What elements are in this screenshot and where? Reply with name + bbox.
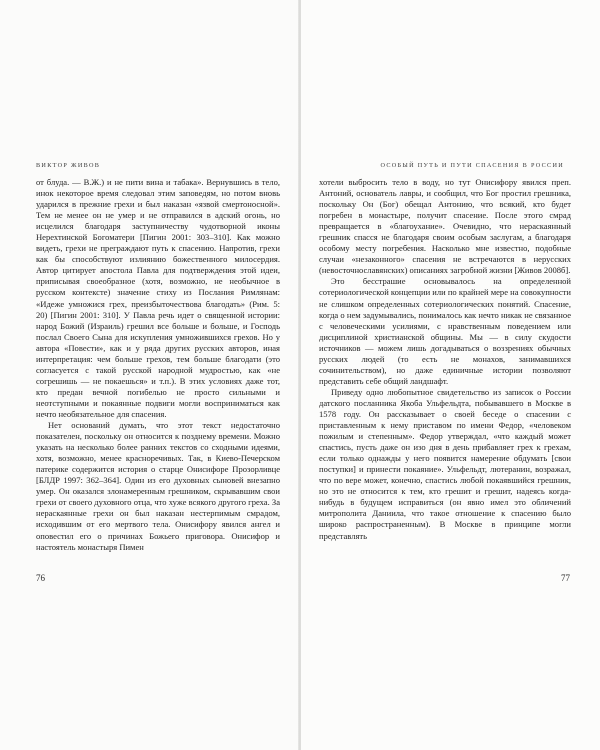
body-text bbox=[36, 177, 280, 553]
body-text bbox=[319, 177, 571, 542]
page-number: 77 bbox=[561, 573, 570, 583]
paragraph: хотели выбросить тело в воду, но тут Онисифору явился преп. Антоний, основатель лавры, и сообщил, что Бог простил грешника, поскольку Он (Бог) обещал Антонию, что всякий, кто будет погребен в монастыре, получит спасение. После этого смрад превращается в «благоухание». Очевидно, что нераскаянный грешник спасся не благодаря своим особым заслугам, а благодаря особому месту погребения. Насколько мне известно, подобные случаи «незаконного» спасения не встречаются в нерусских (невосточнославянских) описаниях загробной жизни [Живов 2008б]. bbox=[319, 177, 571, 276]
running-head: ОСОБЫЙ ПУТЬ И ПУТИ СПАСЕНИЯ В РОССИИ bbox=[380, 162, 564, 169]
paragraph: Это бесстрашие основывалось на определенной сотериологической концепции или по крайней мере на совокупности не слишком определенных сотериологических понятий. Спасение, когда о нем задумывались, понималось как нечто никак не связанное с человеческими усилиями, с нравственным поведением или дисциплиной христианской общины. Мы — в силу скудости источников — можем лишь догадываться о воззрениях обычных русских людей (то есть не монахов, занимавшихся сочинительством), но даже единичные истории позволяют представить себе общий ландшафт. bbox=[319, 276, 571, 386]
page-number: 76 bbox=[36, 573, 45, 583]
right-page bbox=[301, 0, 600, 750]
paragraph: Нет оснований думать, что этот текст недостаточно показателен, поскольку он относится к позднему времени. Можно указать на несколько более ранних текстов со сходными идеями, хотя, возможно, менее красноречивых. Так, в Киево-Печерском патерике содержится история о старце Онисифоре Прозорливце [БЛДР 1997: 362–364]. Один из его духовных сыновей внезапно умер. Он оказался злонамеренным грешником, скрывавшим свои грехи от своего духовного отца, что хуже всякого другого греха. За нераскаянные грехи он был наказан нестерпимым смрадом, исходившим от его мертвого тела. Онисифору явился ангел и оповестил его о причинах Божьего приговора. Онисифор и настоятель монастыря Пимен bbox=[36, 420, 280, 552]
running-head: ВИКТОР ЖИВОВ bbox=[36, 162, 101, 169]
paragraph: от блуда. — В.Ж.) и не пити вина и табака». Вернувшись в тело, инок некоторое время следовал этим заповедям, но потом вновь ударился в прежние грехи и был наказан «язвой смертоносной». Тем не менее он не умер и не отправился в адский огонь, но исцелился благодаря заступничеству чудотворной иконы Нерехтинской Богоматери [Пигин 2001: 303–310]. Как можно видеть, грехи не преграждают путь к спасению. Напротив, грехи как бы способствуют излиянию божественного милосердия. Автор цитирует апостола Павла для подтверждения этой идеи, приписывая своеобразное (хотя, возможно, не необычное в русском контексте) значение стиху из Послания Римлянам: «Идеже умножися грех, преизбыточествова благодать» (Рим. 5: 20) [Пигин 2001: 310]. У Павла речь идет о священной истории: народ Божий (Израиль) грешил все больше и больше, и Господь послал Своего Сына для искупления умножившихся грехов. Но у автора «Повести», как и у ряда других русских авторов, иная интерпретация: чем больше грехов, тем больше благодати (это согласуется с такой русской народной мудростью, как «не согрешишь — не покаешься» и т.п.). В этих условиях даже тот, кто предан вечной погибелью не просто сильными и неотступными и покаянные подвиги могли восприниматься как нечто необязательное для спасения. bbox=[36, 177, 280, 419]
paragraph: Приведу одно любопытное свидетельство из записок о России датского посланника Якоба Ульфельдта, побывавшего в Москве в 1578 году. Он рассказывает о своей беседе о спасении с приставленным к нему приставом по имени Федор, «человеком пожилым и степенным». Федор утверждал, «что каждый может спастись, пусть даже он изо дня в день прибавляет грех к грехам, если только однажды у него появится намерение обдумать [свои поступки] и принести покаяние». Ульфельдт, лютеранин, возражал, что по вере может, конечно, спастись любой покаявшийся грешник, но это не относится к тем, кто грешит и грешит, надеясь когда-нибудь в будущем исправиться (он явно имел это обличений митрополита Даниила, что такое отношение к спасению было широко распространенным). В Москве в принципе могли представлять bbox=[319, 386, 571, 541]
left-page bbox=[0, 0, 299, 750]
